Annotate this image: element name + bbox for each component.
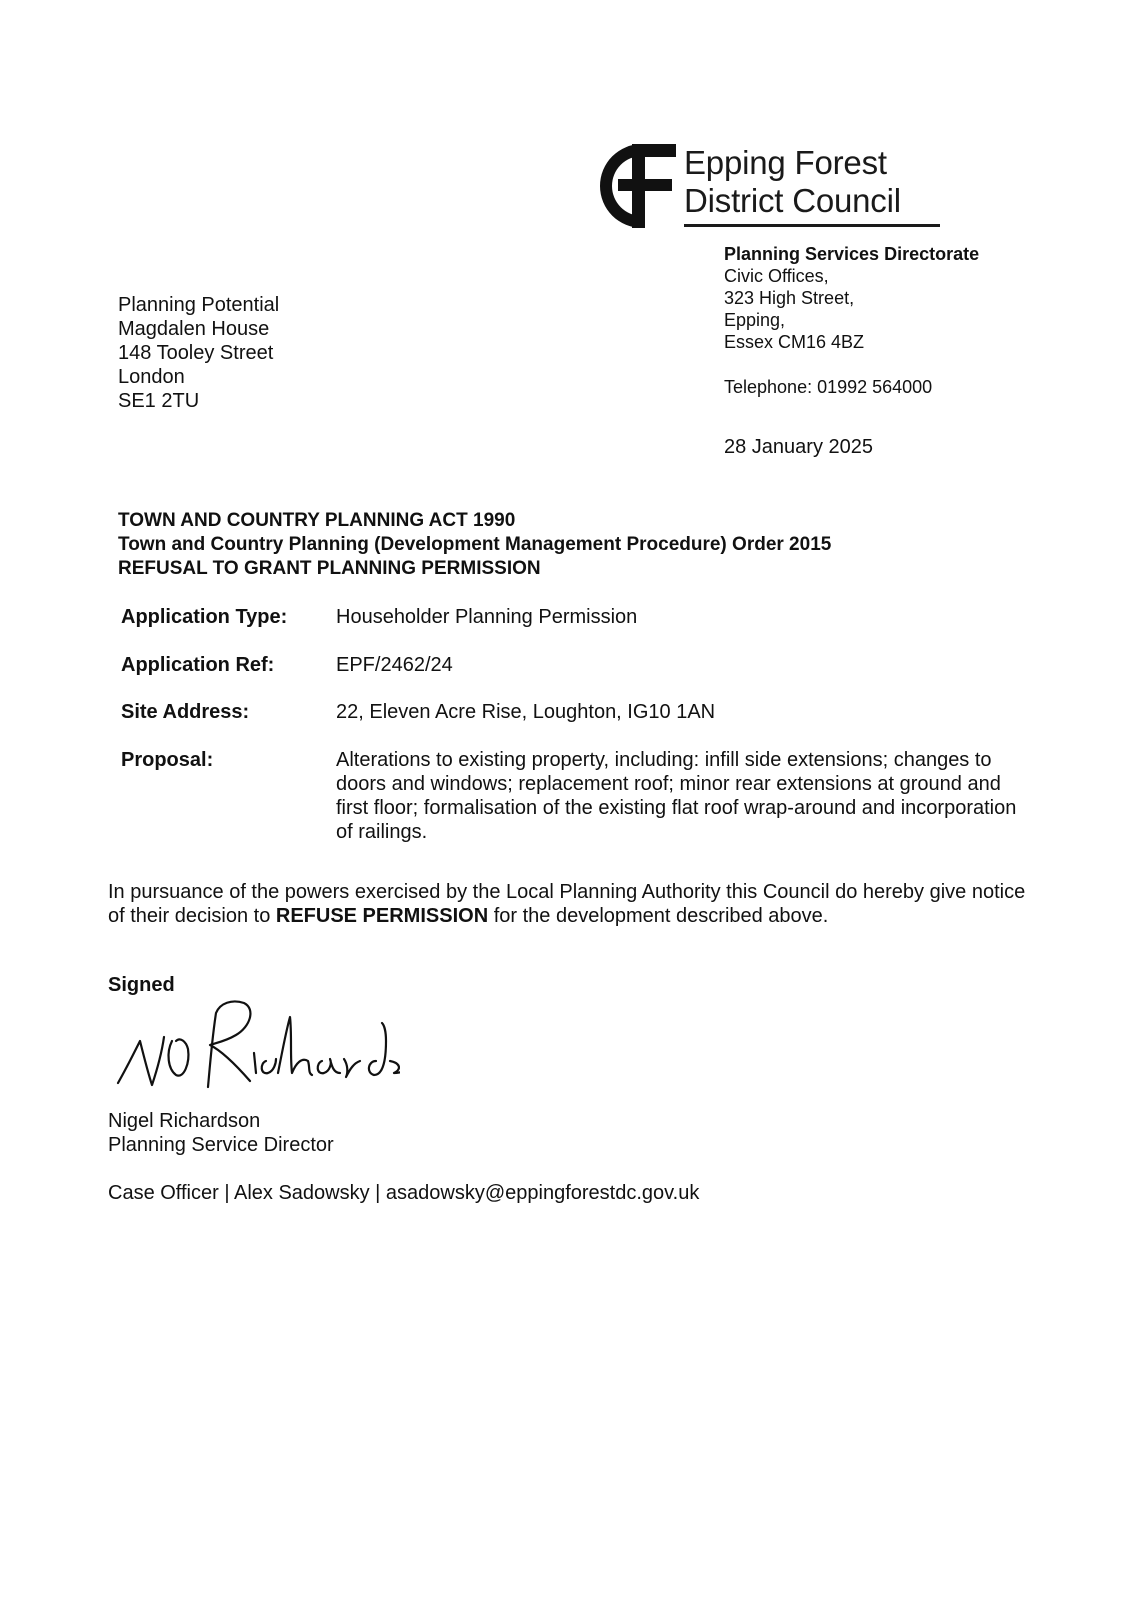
application-type-label: Application Type: (121, 606, 288, 628)
proposal-value: Alterations to existing property, including: infill side extensions; changes to doors and windows; replacement roof; minor rear extensions at ground and first floor; formalisation of the existing flat roof wrap-around and incorporation of railings. (336, 749, 1017, 843)
sender-address-line: Epping, (724, 310, 786, 330)
council-name (684, 144, 901, 220)
council-emblem-icon (598, 140, 680, 232)
sender-address-line: Essex CM16 4BZ (724, 332, 865, 352)
sender-address-line: Civic Offices, (724, 266, 829, 286)
recipient-line: SE1 2TU (118, 390, 200, 412)
site-address-value: 22, Eleven Acre Rise, Loughton, IG10 1AN (336, 701, 716, 723)
application-type-value: Householder Planning Permission (336, 606, 638, 628)
council-name-line-2: District Council (684, 182, 901, 219)
decision-heading (118, 509, 831, 581)
recipient-line: 148 Tooley Street (118, 342, 274, 364)
signatory (108, 1109, 334, 1157)
logo-underline (684, 224, 940, 227)
heading-line-1: TOWN AND COUNTRY PLANNING ACT 1990 (118, 510, 516, 531)
recipient-line: Magdalen House (118, 318, 270, 340)
recipient-address (118, 293, 279, 413)
signatory-name: Nigel Richardson (108, 1110, 261, 1132)
decision-emphasis: REFUSE PERMISSION (275, 905, 489, 927)
sender-address (724, 243, 979, 353)
proposal-label: Proposal: (121, 749, 214, 771)
application-ref-value: EPF/2462/24 (336, 654, 453, 676)
site-address-label: Site Address: (121, 701, 250, 723)
heading-line-3: REFUSAL TO GRANT PLANNING PERMISSION (118, 558, 541, 579)
recipient-line: Planning Potential (118, 294, 280, 316)
sender-department: Planning Services Directorate (724, 244, 980, 264)
heading-line-2: Town and Country Planning (Development Management Procedure) Order 2015 (118, 534, 832, 555)
letter-date: 28 January 2025 (724, 436, 874, 458)
signatory-title: Planning Service Director (108, 1134, 334, 1156)
decision-text-before: In pursuance of the powers exercised by the Local Planning Authority this Council do hereby give notice of their decision to (108, 881, 1026, 927)
recipient-line: London (118, 366, 185, 388)
application-ref-label: Application Ref: (121, 654, 275, 676)
handwritten-signature (110, 995, 400, 1105)
sender-telephone: Telephone: 01992 564000 (724, 377, 933, 397)
sender-address-line: 323 High Street, (724, 288, 855, 308)
decision-text-after: for the development described above. (488, 905, 829, 927)
council-logo (598, 140, 943, 232)
case-officer-line: Case Officer | Alex Sadowsky | asadowsky@eppingforestdc.gov.uk (108, 1182, 700, 1204)
decision-paragraph (108, 880, 1038, 928)
signature-image (110, 995, 400, 1105)
signed-label: Signed (108, 974, 175, 996)
council-name-line-1: Epping Forest (684, 144, 887, 181)
